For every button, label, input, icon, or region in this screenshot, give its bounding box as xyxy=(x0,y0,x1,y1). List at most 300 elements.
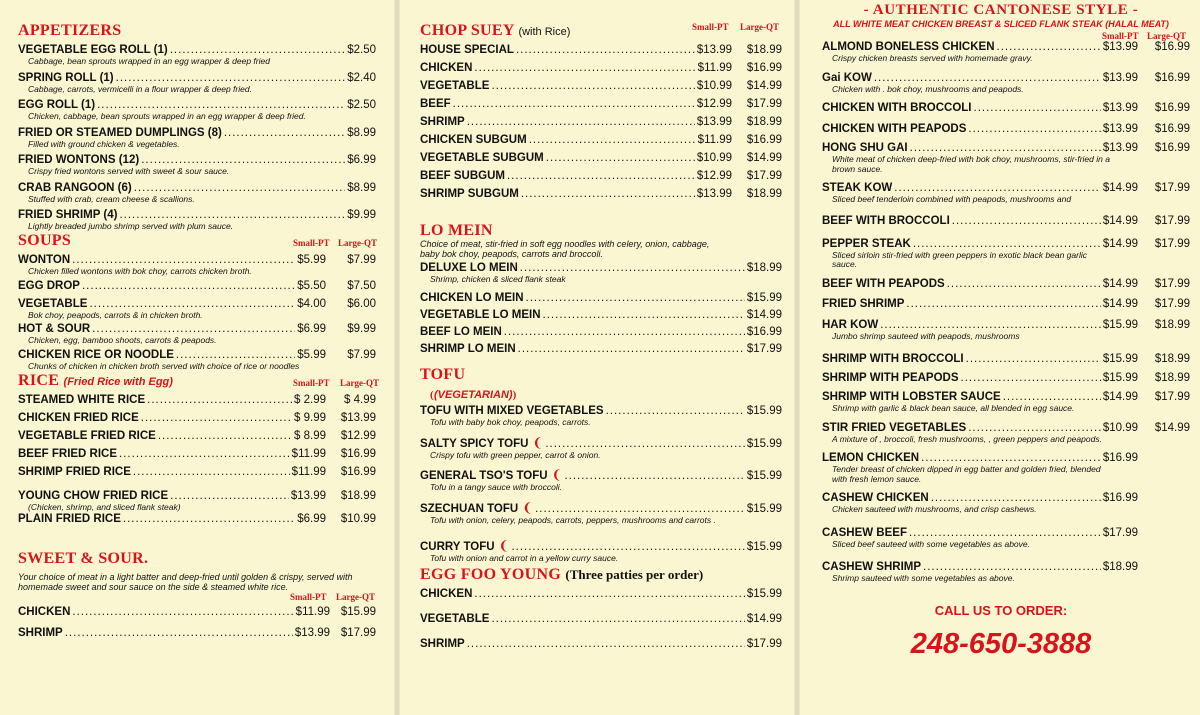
item-price: $15.99 xyxy=(746,541,782,553)
menu-item xyxy=(420,62,782,75)
leader-dots xyxy=(491,613,744,626)
menu-item xyxy=(420,326,782,339)
item-name: CHICKEN SUBGUM xyxy=(420,134,527,146)
item-name: CASHEW CHICKEN xyxy=(822,492,929,504)
leader-dots xyxy=(874,72,1101,85)
leader-dots xyxy=(894,182,1101,195)
item-price-large: $18.99 xyxy=(1154,372,1190,384)
leader-dots xyxy=(119,209,345,222)
col-small-label: Small-PT xyxy=(290,592,327,602)
leader-dots xyxy=(170,490,289,503)
item-name: VEGETABLE FRIED RICE xyxy=(18,430,156,442)
menu-item xyxy=(420,170,782,183)
item-price-large: $18.99 xyxy=(1154,318,1190,331)
menu-item xyxy=(420,343,782,356)
leader-dots xyxy=(474,588,744,601)
item-description: Chicken with . bok choy, mushrooms and peapods. xyxy=(832,83,1024,94)
section-title: SOUPS xyxy=(18,232,72,249)
item-price-small: $5.99 xyxy=(297,254,326,266)
col-small-label: Small-PT xyxy=(1102,31,1139,41)
item-name: GENERAL TSO'S TOFU xyxy=(420,470,548,482)
section-note: Choice of meat, stir-fried in soft egg noodles with celery, onion, cabbage, baby bok choy, peapods, carrots and broccoli. xyxy=(420,239,710,259)
item-price-small: $13.99 xyxy=(1102,41,1138,53)
menu-item xyxy=(822,123,1190,136)
egg-foo-young-list xyxy=(420,588,782,651)
leader-dots xyxy=(997,41,1101,54)
item-price-large: $18.99 xyxy=(340,490,376,502)
tofu-list xyxy=(420,405,782,564)
item-price-small: $13.99 xyxy=(696,188,732,200)
menu-item xyxy=(18,182,376,195)
col-large-label: Large-QT xyxy=(1147,31,1186,41)
item-price: $9.99 xyxy=(347,209,376,221)
sweet-sour-list xyxy=(18,606,376,640)
item-name: SALTY SPICY TOFU xyxy=(420,437,529,450)
leader-dots xyxy=(97,99,345,112)
menu-item xyxy=(18,627,376,640)
item-name: BEEF WITH BROCCOLI xyxy=(822,214,950,227)
menu-item xyxy=(420,309,782,322)
item-price-small: $14.99 xyxy=(1102,237,1138,250)
fold-line-left xyxy=(394,0,400,715)
menu-item xyxy=(18,412,376,425)
item-price-small: $ 8.99 xyxy=(294,430,326,442)
item-price-large: $9.99 xyxy=(347,323,376,335)
egg-foo-young-section xyxy=(420,566,782,651)
item-price-large: $13.99 xyxy=(340,412,376,424)
soups-section xyxy=(18,232,376,371)
item-price-large: $14.99 xyxy=(1154,421,1190,434)
leader-dots xyxy=(526,292,745,305)
leader-dots xyxy=(474,62,695,75)
leader-dots xyxy=(224,127,345,140)
item-description: Sliced beef sauteed with some vegetables as above. xyxy=(832,538,1030,549)
leader-dots xyxy=(909,527,1101,540)
leader-dots xyxy=(158,430,292,443)
item-price-small: $16.99 xyxy=(1102,492,1138,504)
section-title: SWEET & SOUR. xyxy=(18,550,149,567)
menu-item xyxy=(18,209,376,222)
leader-dots xyxy=(961,372,1101,385)
leader-dots xyxy=(913,238,1101,251)
item-price: $17.99 xyxy=(746,638,782,650)
item-description: Crispy tofu with green pepper, carrot & onion. xyxy=(430,449,601,460)
item-name: SHRIMP WITH LOBSTER SAUCE xyxy=(822,391,1001,403)
chop-suey-title: CHOP SUEY xyxy=(420,22,515,39)
item-description: White meat of chicken deep-fried with bok choy, mushrooms, stir-fried in a brown sauce. xyxy=(832,154,1110,174)
rice-subtitle: (Fried Rice with Egg) xyxy=(63,376,173,388)
item-name: CHICKEN xyxy=(18,606,71,618)
phone-number[interactable]: 248-650-3888 xyxy=(910,628,1092,660)
item-description: Shrimp with garlic & black bean sauce, all blended in egg sauce. xyxy=(832,403,1075,413)
menu-item xyxy=(18,127,376,140)
leader-dots xyxy=(170,44,345,57)
item-description: Tofu with baby bok choy, peapods, carrots. xyxy=(430,417,591,427)
col-large-label: Large-QT xyxy=(336,592,375,602)
leader-dots xyxy=(543,309,745,322)
item-name: CHICKEN LO MEIN xyxy=(420,291,524,304)
item-name: BEEF LO MEIN xyxy=(420,325,502,338)
item-price-small: $13.99 xyxy=(696,44,732,56)
item-price-large: $ 4.99 xyxy=(344,394,376,406)
leader-dots xyxy=(1003,391,1101,404)
menu-item xyxy=(822,72,1190,85)
menu-item xyxy=(18,513,376,526)
chili-pepper-icon: ❨ xyxy=(498,538,510,553)
item-price-large: $17.99 xyxy=(746,170,782,182)
leader-dots xyxy=(141,154,345,167)
item-price-small: $11.99 xyxy=(291,466,326,478)
item-price: $15.99 xyxy=(746,502,782,515)
leader-dots xyxy=(535,503,745,516)
item-price-small: $10.99 xyxy=(1102,421,1138,434)
appetizers-section xyxy=(18,22,376,232)
item-name: BEEF FRIED RICE xyxy=(18,448,118,460)
menu-item xyxy=(18,280,376,293)
item-price-large: $18.99 xyxy=(746,44,782,56)
leader-dots xyxy=(453,98,695,111)
menu-item xyxy=(18,466,376,479)
item-name: VEGETABLE SUBGUM xyxy=(420,152,544,164)
menu-item xyxy=(420,98,782,111)
section-title: APPETIZERS xyxy=(18,22,122,39)
item-price-small: $13.99 xyxy=(290,490,326,502)
item-name: CASHEW SHRIMP xyxy=(822,561,922,573)
menu-item xyxy=(420,539,782,554)
menu-item xyxy=(18,349,376,362)
item-price: $2.50 xyxy=(347,99,376,111)
item-price-large: $16.99 xyxy=(746,134,782,146)
section-note: Your choice of meat in a light batter and deep-fried until golden & crispy, served with homemade sweet and sour sauce on the side & steamed white rice. xyxy=(18,572,353,592)
tofu-subtitle: ((VEGETARIAN)) xyxy=(430,389,517,401)
item-price-small: $14.99 xyxy=(1102,297,1138,310)
item-price: $14.99 xyxy=(746,308,782,321)
item-price: $16.99 xyxy=(746,325,782,338)
col-small-label: Small-PT xyxy=(692,22,729,32)
item-price-large: $14.99 xyxy=(746,80,782,92)
menu-item xyxy=(822,452,1190,465)
item-price-large: $7.99 xyxy=(347,348,376,361)
menu-item xyxy=(822,492,1190,505)
item-name: FRIED SHRIMP xyxy=(822,297,905,310)
item-name: SHRIMP LO MEIN xyxy=(420,342,516,355)
item-description: Chicken sauteed with mushrooms, and crisp cashews. xyxy=(832,504,1037,514)
item-description: Shrimp, chicken & sliced flank steak xyxy=(430,274,566,284)
menu-item xyxy=(420,468,782,483)
item-price-large: $16.99 xyxy=(1154,71,1190,84)
item-name: VEGETABLE EGG ROLL (1) xyxy=(18,44,168,56)
item-price: $15.99 xyxy=(746,588,782,600)
menu-item xyxy=(822,278,1190,291)
leader-dots xyxy=(947,278,1101,291)
menu-item xyxy=(18,154,376,167)
item-price-large: $17.99 xyxy=(340,627,376,639)
item-name: CHICKEN WITH PEAPODS xyxy=(822,123,967,135)
item-price: $17.99 xyxy=(746,342,782,355)
leader-dots xyxy=(141,412,292,425)
item-price: $2.40 xyxy=(347,71,376,84)
cantonese-subtitle: ALL WHITE MEAT CHICKEN BREAST & SLICED FLANK STEAK (HALAL MEAT) xyxy=(833,19,1169,29)
menu-item xyxy=(18,606,376,619)
menu-item xyxy=(420,436,782,451)
item-name: STEAMED WHITE RICE xyxy=(18,394,146,406)
leader-dots xyxy=(72,254,295,267)
item-price-large: $16.99 xyxy=(1154,123,1190,135)
leader-dots xyxy=(82,280,295,293)
item-price-large: $6.00 xyxy=(347,297,376,310)
menu-item xyxy=(822,319,1190,332)
column-right xyxy=(812,0,1190,660)
item-price-small: $ 9.99 xyxy=(294,412,326,424)
chop-suey-list xyxy=(420,44,782,201)
item-price-large: $17.99 xyxy=(1154,237,1190,250)
item-description: Lightly breaded jumbo shrimp served with plum sauce. xyxy=(28,221,234,231)
item-price-small: $10.99 xyxy=(696,80,732,92)
item-price-small: $11.99 xyxy=(291,448,326,460)
item-price-small: $ 2.99 xyxy=(294,394,326,406)
leader-dots xyxy=(507,170,695,183)
fold-line-right xyxy=(794,0,800,715)
item-price-large: $18.99 xyxy=(746,188,782,200)
item-name: VEGETABLE xyxy=(18,297,88,310)
item-name: CHICKEN xyxy=(420,62,473,74)
menu-item xyxy=(822,372,1190,385)
item-price-small: $13.99 xyxy=(1102,102,1138,114)
leader-dots xyxy=(931,492,1101,505)
col-large-label: Large-QT xyxy=(340,378,379,388)
leader-dots xyxy=(545,438,744,451)
item-price-large: $16.99 xyxy=(1154,102,1190,114)
item-price-small: $13.99 xyxy=(1102,142,1138,154)
menu-item xyxy=(822,238,1190,251)
item-price-small: $10.99 xyxy=(696,152,732,164)
leader-dots xyxy=(529,134,696,147)
item-price: $15.99 xyxy=(746,437,782,450)
rice-list xyxy=(18,394,376,526)
tofu-section xyxy=(420,366,782,564)
leader-dots xyxy=(176,349,295,362)
leader-dots xyxy=(134,182,345,195)
item-description: Chicken filled wontons with bok choy, carrots chicken broth. xyxy=(28,266,252,276)
item-price-small: $13.99 xyxy=(294,627,330,639)
item-price: $15.99 xyxy=(746,291,782,304)
item-name: VEGETABLE xyxy=(420,613,490,625)
item-name: SHRIMP xyxy=(18,627,63,639)
item-price-small: $5.50 xyxy=(297,279,326,292)
menu-item xyxy=(822,353,1190,366)
item-description: Stuffed with crab, cream cheese & scallions. xyxy=(28,193,195,204)
item-description: Tender breast of chicken dipped in egg batter and golden fried, blended with fresh lemon sauce. xyxy=(832,464,1101,484)
item-name: FRIED WONTONS (12) xyxy=(18,154,140,166)
item-price-small: $15.99 xyxy=(1102,318,1138,331)
item-name: CHICKEN xyxy=(420,588,473,600)
menu-item xyxy=(822,422,1190,435)
item-price: $8.99 xyxy=(347,181,376,194)
item-name: PLAIN FRIED RICE xyxy=(18,512,121,525)
leader-dots xyxy=(521,188,695,201)
menu-item xyxy=(420,613,782,626)
item-description: (Chicken, shrimp, and sliced flank steak) xyxy=(28,502,181,512)
item-price-small: $11.99 xyxy=(295,606,330,618)
leader-dots xyxy=(520,262,745,275)
menu-item xyxy=(420,638,782,651)
item-name: SPRING ROLL (1) xyxy=(18,71,114,84)
item-description: Crispy fried wontons served with sweet & sour sauce. xyxy=(28,166,230,176)
lo-mein-section xyxy=(420,222,782,356)
menu-item xyxy=(18,72,376,85)
item-price-small: $4.00 xyxy=(297,297,326,310)
cantonese-title: - AUTHENTIC CANTONESE STYLE - xyxy=(863,2,1139,18)
item-name: CURRY TOFU xyxy=(420,541,495,553)
lo-mein-list xyxy=(420,262,782,356)
item-description: Cabbage, bean sprouts wrapped in an egg wrapper & deep fried xyxy=(28,56,270,66)
section-title xyxy=(420,566,703,584)
egg-foo-title: EGG FOO YOUNG xyxy=(420,566,562,583)
leader-dots xyxy=(504,326,745,339)
appetizers-list xyxy=(18,44,376,232)
chili-pepper-icon: ❨ xyxy=(551,467,563,482)
leader-dots xyxy=(65,627,293,640)
item-description: Shrimp sauteed with some vegetables as above. xyxy=(832,573,1015,583)
item-price-small: $18.99 xyxy=(1102,561,1138,573)
menu-item xyxy=(18,298,376,311)
leader-dots xyxy=(921,452,1101,465)
item-name: SHRIMP xyxy=(420,638,465,650)
leader-dots xyxy=(116,72,346,85)
item-price-small: $6.99 xyxy=(297,512,326,525)
item-price-large: $17.99 xyxy=(1154,214,1190,227)
item-description: Chunks of chicken in chicken broth served with choice of rice or noodles xyxy=(28,360,300,371)
item-description: Chicken, cabbage, bean sprouts wrapped in an egg wrapper & deep fried. xyxy=(28,111,306,121)
item-price-small: $12.99 xyxy=(696,170,732,182)
menu-item xyxy=(420,152,782,165)
item-name: STEAK KOW xyxy=(822,182,893,194)
menu-item xyxy=(420,80,782,93)
item-price-small: $14.99 xyxy=(1102,277,1138,290)
leader-dots xyxy=(606,405,745,418)
item-description: Tofu with onion, celery, peapods, carrots, peppers, mushrooms and carrots . xyxy=(430,514,716,525)
item-description: Tofu with onion and carrot in a yellow curry sauce. xyxy=(430,553,619,563)
item-description: Tofu in a tangy sauce with broccoli. xyxy=(430,482,562,492)
item-price-large: $17.99 xyxy=(1154,277,1190,290)
item-name: BEEF WITH PEAPODS xyxy=(822,277,945,290)
leader-dots xyxy=(880,319,1101,332)
leader-dots xyxy=(511,541,744,554)
item-name: BEEF xyxy=(420,98,451,110)
item-price-large: $15.99 xyxy=(340,606,376,618)
item-name: CHICKEN WITH BROCCOLI xyxy=(822,102,972,114)
leader-dots xyxy=(467,116,695,129)
rice-section xyxy=(18,372,379,526)
item-description: Filled with ground chicken & vegetables. xyxy=(28,138,180,149)
menu-item xyxy=(18,44,376,57)
menu-item xyxy=(822,215,1190,228)
item-name: BEEF SUBGUM xyxy=(420,170,505,182)
menu-item xyxy=(420,262,782,275)
item-price-small: $17.99 xyxy=(1102,526,1138,539)
leader-dots xyxy=(952,215,1101,228)
item-price-large: $18.99 xyxy=(1154,353,1190,365)
menu-item xyxy=(18,394,376,407)
item-name: STIR FRIED VEGETABLES xyxy=(822,421,967,434)
soups-list xyxy=(18,254,376,371)
menu-item xyxy=(420,44,782,57)
item-price-small: $15.99 xyxy=(1102,372,1138,384)
section-title xyxy=(420,22,570,40)
item-price-large: $17.99 xyxy=(746,98,782,110)
item-price-small: $6.99 xyxy=(297,323,326,335)
menu-item xyxy=(18,490,376,503)
item-name: SHRIMP SUBGUM xyxy=(420,188,519,200)
menu-item xyxy=(822,182,1190,195)
item-name: PEPPER STEAK xyxy=(822,237,911,250)
item-price: $2.50 xyxy=(347,44,376,56)
item-price: $18.99 xyxy=(746,262,782,274)
item-name: SHRIMP FRIED RICE xyxy=(18,466,131,478)
item-name: EGG DROP xyxy=(18,279,80,292)
leader-dots xyxy=(467,638,745,651)
item-price-small: $13.99 xyxy=(696,116,732,128)
menu-item xyxy=(822,527,1190,540)
item-price-large: $16.99 xyxy=(746,62,782,74)
item-price-large: $17.99 xyxy=(1154,182,1190,194)
menu-item xyxy=(822,41,1190,54)
item-price-large: $17.99 xyxy=(1154,391,1190,403)
egg-foo-subtitle: (Three patties per order) xyxy=(565,567,704,582)
leader-dots xyxy=(968,123,1100,136)
menu-item xyxy=(420,134,782,147)
menu-item xyxy=(822,391,1190,404)
item-price-small: $11.99 xyxy=(697,62,732,74)
chop-suey-section xyxy=(420,22,782,201)
menu-item xyxy=(822,561,1190,574)
item-name: YOUNG CHOW FRIED RICE xyxy=(18,490,169,502)
item-name: CRAB RANGOON (6) xyxy=(18,181,132,194)
item-price: $14.99 xyxy=(746,613,782,625)
item-name: HOT & SOUR xyxy=(18,323,91,335)
leader-dots xyxy=(147,394,292,407)
leader-dots xyxy=(119,448,290,461)
item-price-small: $15.99 xyxy=(1102,353,1138,365)
leader-dots xyxy=(564,470,744,483)
leader-dots xyxy=(89,298,295,311)
item-price-large: $16.99 xyxy=(340,448,376,460)
item-price: $15.99 xyxy=(746,405,782,417)
item-price-small: $14.99 xyxy=(1102,391,1138,403)
leader-dots xyxy=(92,323,295,336)
item-price-small: $16.99 xyxy=(1102,452,1138,464)
item-price-large: $14.99 xyxy=(746,152,782,164)
section-title: LO MEIN xyxy=(420,222,493,239)
item-name: TOFU WITH MIXED VEGETABLES xyxy=(420,405,604,417)
item-description: A mixture of , broccoli, fresh mushrooms, , green peppers and peapods. xyxy=(832,433,1102,444)
leader-dots xyxy=(491,80,694,93)
menu-item xyxy=(420,292,782,305)
chili-pepper-icon: ❨ xyxy=(532,434,544,450)
item-price: $6.99 xyxy=(347,154,376,166)
item-price-small: $12.99 xyxy=(696,98,732,110)
item-description: Sliced beef tenderloin combined with peapods, mushrooms and xyxy=(832,194,1072,204)
item-description: Cabbage, carrots, vermicelli in a flour wrapper & deep fried. xyxy=(28,83,252,94)
item-name: WONTON xyxy=(18,254,71,266)
item-price-small: $13.99 xyxy=(1102,123,1138,135)
col-large-label: Large-QT xyxy=(338,238,377,248)
cantonese-list xyxy=(812,41,1190,584)
menu-item xyxy=(18,323,376,336)
item-price-large: $7.99 xyxy=(347,254,376,266)
leader-dots xyxy=(910,142,1101,155)
item-price-small: $14.99 xyxy=(1102,214,1138,227)
